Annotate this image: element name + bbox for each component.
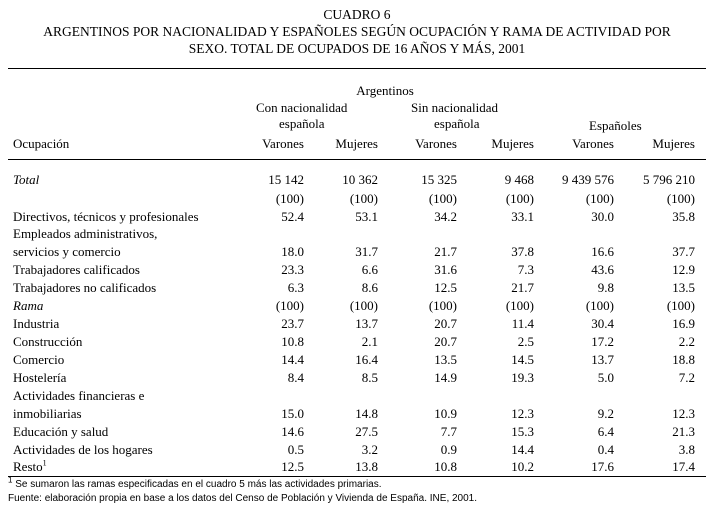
- cell-value: 5 796 210: [643, 172, 695, 187]
- cell-value: 7.2: [678, 370, 695, 385]
- cell-value: 13.7: [355, 316, 378, 331]
- cell-value: 10.8: [434, 459, 457, 474]
- cell-value: 12.5: [434, 280, 457, 295]
- row-label: Rama: [13, 298, 44, 313]
- cell-value: 15.0: [281, 406, 304, 421]
- footnote-marker: 1: [42, 458, 47, 468]
- cell-value: 10.2: [511, 459, 534, 474]
- header-ocupacion: Ocupación: [13, 136, 70, 151]
- row-label: Actividades de los hogares: [13, 442, 153, 457]
- footnote-text: Se sumaron las ramas especificadas en el cuadro 5 más las actividades primarias.: [12, 479, 382, 490]
- cell-value: 21.3: [672, 424, 695, 439]
- header-sin-nacionalidad-1: Sin nacionalidad: [411, 100, 499, 115]
- row-label-resto: [13, 459, 47, 474]
- cell-value: 37.8: [511, 244, 534, 259]
- row-label: Industria: [13, 316, 60, 331]
- table-number: CUADRO 6: [323, 7, 391, 22]
- cell-value: 10 362: [342, 172, 378, 187]
- row-label: Trabajadores calificados: [13, 262, 140, 277]
- cell-value: 0.5: [287, 442, 304, 457]
- cell-value: 31.7: [355, 244, 378, 259]
- cell-value: 30.4: [591, 316, 614, 331]
- row-label: Educación y salud: [13, 424, 109, 439]
- row-label: Total: [13, 172, 40, 187]
- cell-value: 53.1: [355, 209, 378, 224]
- cell-value: 8.6: [361, 280, 378, 295]
- row-label: Comercio: [13, 352, 65, 367]
- cell-value: 9 439 576: [562, 172, 614, 187]
- cell-value: (100): [349, 191, 378, 206]
- cell-value: 9 468: [504, 172, 534, 187]
- cell-value: 10.8: [281, 334, 304, 349]
- cell-value: 23.7: [281, 316, 304, 331]
- header-con-nacionalidad-2: española: [279, 116, 325, 131]
- cell-value: 14.4: [511, 442, 534, 457]
- cell-value: 16.4: [355, 352, 378, 367]
- cell-value: 0.9: [440, 442, 457, 457]
- bottom-rule: [8, 476, 706, 477]
- cell-value: 19.3: [511, 370, 534, 385]
- cell-value: 2.2: [678, 334, 695, 349]
- cell-value: 27.5: [355, 424, 378, 439]
- row-label: Hostelería: [13, 370, 67, 385]
- cell-value: 11.4: [511, 316, 534, 331]
- cell-value: 8.5: [361, 370, 378, 385]
- cell-value: 16.9: [672, 316, 695, 331]
- cell-value: 23.3: [281, 262, 304, 277]
- cell-value: 18.8: [672, 352, 695, 367]
- cell-value: 10.9: [434, 406, 457, 421]
- cell-value: 12.3: [672, 406, 695, 421]
- cell-value: 2.1: [361, 334, 378, 349]
- cell-value: 9.2: [597, 406, 614, 421]
- cell-value: 12.5: [281, 459, 304, 474]
- row-label: Directivos, técnicos y profesionales: [13, 209, 199, 224]
- footnote-number: 1: [8, 475, 13, 485]
- cell-value: 12.9: [672, 262, 695, 277]
- row-label: Trabajadores no calificados: [13, 280, 157, 295]
- cell-value: 20.7: [434, 334, 457, 349]
- cell-value: 17.2: [591, 334, 614, 349]
- col-header-varones: Varones: [572, 136, 614, 151]
- header-sin-nacionalidad-2: española: [434, 116, 480, 131]
- cell-value: 37.7: [672, 244, 695, 259]
- cell-value: 20.7: [434, 316, 457, 331]
- cell-value: 13.7: [591, 352, 614, 367]
- top-rule: [8, 68, 706, 69]
- cell-value: (100): [349, 298, 378, 313]
- cell-value: 6.3: [287, 280, 304, 295]
- cell-value: (100): [585, 298, 614, 313]
- cell-value: 15 142: [268, 172, 304, 187]
- source-note: Fuente: elaboración propia en base a los datos del Censo de Población y Vivienda de España. INE, 2001.: [8, 493, 478, 504]
- cell-value: 14.4: [281, 352, 304, 367]
- cell-value: 13.8: [355, 459, 378, 474]
- cell-value: 34.2: [434, 209, 457, 224]
- cell-value: (100): [505, 191, 534, 206]
- cell-value: 14.6: [281, 424, 304, 439]
- cell-value: (100): [666, 191, 695, 206]
- cell-value: 3.2: [361, 442, 378, 457]
- cell-value: 15.3: [511, 424, 534, 439]
- col-header-varones: Varones: [262, 136, 304, 151]
- header-argentinos: Argentinos: [356, 83, 414, 98]
- cell-value: 6.6: [361, 262, 378, 277]
- col-header-mujeres: Mujeres: [491, 136, 534, 151]
- cell-value: 7.3: [517, 262, 534, 277]
- col-header-varones: Varones: [415, 136, 457, 151]
- cell-value: 31.6: [434, 262, 457, 277]
- col-header-mujeres: Mujeres: [652, 136, 695, 151]
- cell-value: (100): [585, 191, 614, 206]
- cell-value: 21.7: [511, 280, 534, 295]
- cell-value: 17.6: [591, 459, 614, 474]
- cell-value: 16.6: [591, 244, 614, 259]
- cell-value: 52.4: [281, 209, 304, 224]
- cell-value: 14.9: [434, 370, 457, 385]
- cell-value: 3.8: [678, 442, 695, 457]
- cell-value: (100): [666, 298, 695, 313]
- row-label: Resto: [13, 459, 43, 474]
- cell-value: 43.6: [591, 262, 614, 277]
- cell-value: 17.4: [672, 459, 695, 474]
- header-con-nacionalidad-1: Con nacionalidad: [256, 100, 348, 115]
- cell-value: (100): [275, 298, 304, 313]
- cell-value: (100): [428, 191, 457, 206]
- cell-value: (100): [505, 298, 534, 313]
- cell-value: 21.7: [434, 244, 457, 259]
- table-title-line-1: ARGENTINOS POR NACIONALIDAD Y ESPAÑOLES SEGÚN OCUPACIÓN Y RAMA DE ACTIVIDAD POR: [43, 24, 671, 39]
- cell-value: 8.4: [287, 370, 304, 385]
- cell-value: (100): [428, 298, 457, 313]
- cell-value: 2.5: [517, 334, 534, 349]
- cell-value: 0.4: [597, 442, 614, 457]
- cell-value: 33.1: [511, 209, 534, 224]
- cell-value: 12.3: [511, 406, 534, 421]
- row-label: inmobiliarias: [13, 406, 82, 421]
- cell-value: 30.0: [591, 209, 614, 224]
- footnote: [8, 475, 382, 491]
- cell-value: 18.0: [281, 244, 304, 259]
- row-label: servicios y comercio: [13, 244, 121, 259]
- col-header-mujeres: Mujeres: [335, 136, 378, 151]
- table-title-line-2: SEXO. TOTAL DE OCUPADOS DE 16 AÑOS Y MÁS, 2001: [188, 41, 526, 56]
- row-label: Construcción: [13, 334, 83, 349]
- row-label: Empleados administrativos,: [13, 226, 158, 241]
- header-rule: [8, 159, 706, 160]
- cell-value: 13.5: [434, 352, 457, 367]
- cell-value: 6.4: [597, 424, 614, 439]
- header-espanoles: Españoles: [589, 118, 642, 133]
- cell-value: (100): [275, 191, 304, 206]
- cell-value: 13.5: [672, 280, 695, 295]
- cell-value: 14.5: [511, 352, 534, 367]
- cell-value: 7.7: [440, 424, 457, 439]
- cell-value: 14.8: [355, 406, 378, 421]
- cell-value: 15 325: [421, 172, 457, 187]
- cell-value: 9.8: [597, 280, 614, 295]
- cell-value: 5.0: [597, 370, 614, 385]
- cell-value: 35.8: [672, 209, 695, 224]
- row-label: Actividades financieras e: [13, 388, 145, 403]
